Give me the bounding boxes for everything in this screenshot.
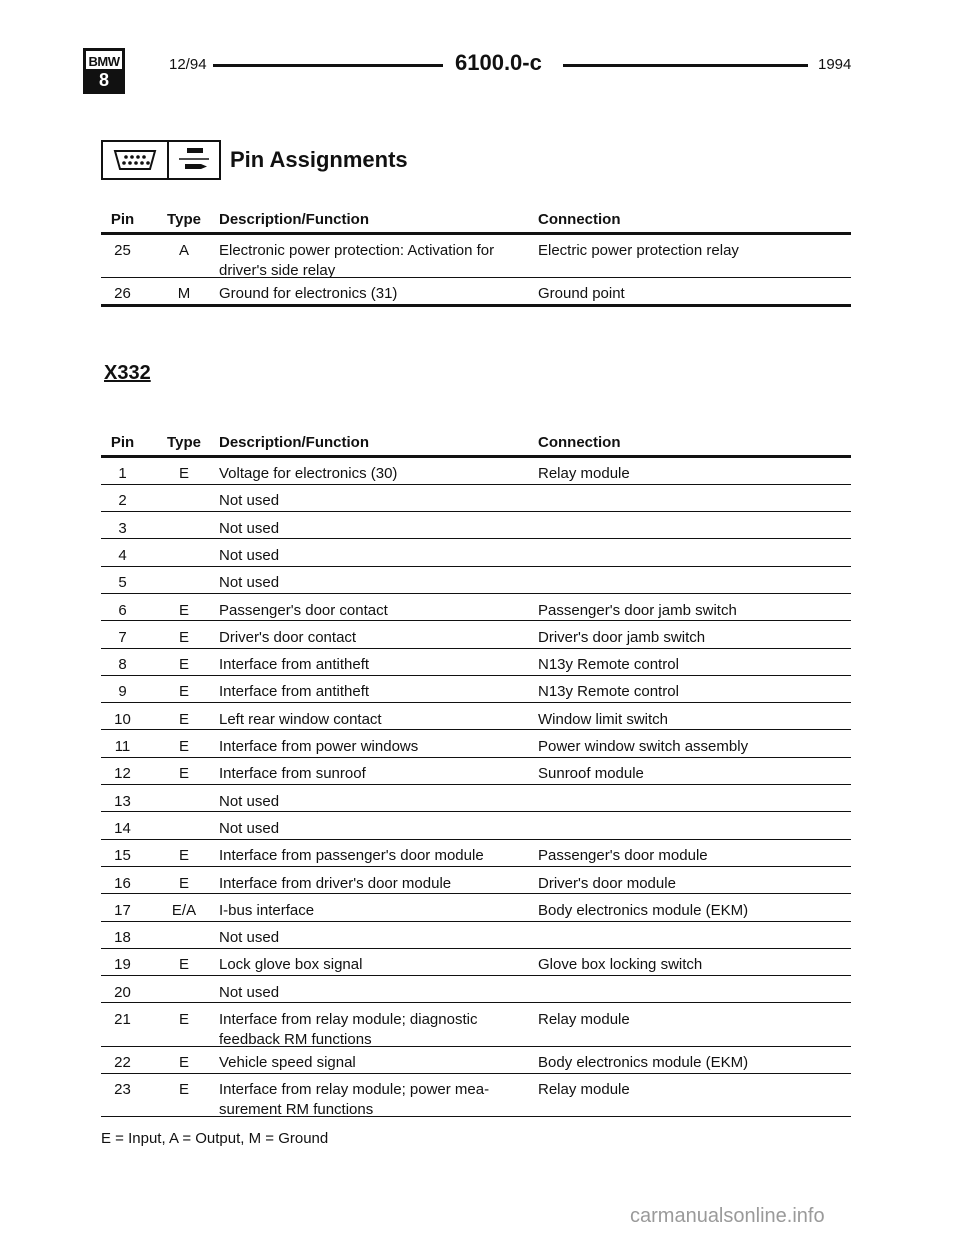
connection-cell: Driver's door jamb switch — [538, 628, 706, 646]
connection-cell: Ground point — [538, 285, 625, 302]
type-cell: E — [178, 1011, 189, 1028]
col-pin-header: Pin — [110, 211, 135, 228]
pin-cell: 17 — [114, 901, 131, 919]
pin-cell: 10 — [114, 710, 131, 728]
page-title: Pin Assignments — [230, 147, 408, 172]
table-row — [101, 567, 851, 594]
pin-cell: 4 — [118, 546, 127, 564]
description-cell: Not used — [219, 819, 280, 837]
pin-cell: 13 — [114, 792, 131, 810]
connection-cell: Driver's door module — [538, 874, 676, 892]
pin-cell: 23 — [114, 1081, 131, 1099]
description-cell: Interface from antitheft — [219, 656, 370, 674]
type-cell: E — [178, 601, 189, 619]
connection-cell: Body electronics module (EKM) — [538, 1054, 749, 1071]
description-cell: Not used — [219, 546, 280, 564]
description-cell: Not used — [219, 792, 280, 810]
connection-cell: Passenger's door module — [538, 847, 708, 865]
connection-cell: Window limit switch — [538, 710, 669, 728]
pin-cell: 18 — [114, 929, 131, 947]
logo-series-text: 8 — [86, 69, 122, 91]
document-code: 6100.0-c — [455, 50, 542, 75]
connection-cell: Electric power protection relay — [538, 242, 739, 259]
pin-cell: 6 — [118, 601, 127, 619]
logo-brand-text: BMW — [88, 53, 120, 69]
type-cell: E — [178, 1054, 189, 1071]
pin-cell: 16 — [114, 874, 131, 892]
table-row — [101, 840, 851, 867]
description-cell: Passenger's door contact — [219, 601, 388, 619]
type-cell: A — [178, 242, 189, 259]
table-row — [101, 540, 851, 567]
description-cell: Vehicle speed signal — [219, 1054, 356, 1071]
description-cell: Lock glove box signal — [219, 956, 363, 974]
connection-cell: Body electronics module (EKM) — [538, 901, 749, 919]
connection-cell: Relay module — [538, 465, 630, 482]
table-row — [101, 731, 851, 758]
type-cell: E — [178, 765, 189, 783]
col-pin-header: Pin — [110, 434, 135, 451]
pin-cell: 9 — [118, 683, 127, 701]
table-row — [101, 458, 851, 485]
pin-cell: 5 — [118, 574, 127, 592]
table-row — [101, 676, 851, 703]
pin-cell: 25 — [114, 242, 131, 259]
connection-cell: Relay module — [538, 1081, 630, 1099]
description-cell: Interface from relay module; diagnostic feedback RM functions — [219, 1011, 478, 1048]
type-cell: E — [178, 847, 189, 865]
type-legend: E = Input, A = Output, M = Ground — [101, 1130, 329, 1147]
table-row — [101, 649, 851, 676]
description-cell: Not used — [219, 929, 280, 947]
type-cell: E — [178, 956, 189, 974]
type-cell: E — [178, 1081, 189, 1099]
col-connection-header: Connection — [538, 211, 621, 228]
type-cell: E — [178, 738, 189, 755]
connection-cell: Power window switch assembly — [538, 738, 749, 755]
description-cell: Ground for electronics (31) — [219, 285, 398, 302]
pin-cell: 22 — [114, 1054, 131, 1071]
description-cell: Interface from driver's door module — [219, 874, 452, 892]
header-rule-left — [213, 64, 443, 67]
type-cell: E — [178, 683, 189, 701]
table1-header — [101, 211, 851, 231]
pin-cell: 20 — [114, 983, 131, 1001]
pin-cell: 2 — [118, 492, 127, 510]
watermark: carmanualsonline.info — [630, 1205, 825, 1227]
table-row — [101, 595, 851, 622]
type-cell: E — [178, 628, 189, 646]
table-row — [101, 278, 851, 307]
page-header — [83, 48, 852, 98]
col-type-header: Type — [167, 434, 201, 451]
description-cell: Not used — [219, 519, 280, 537]
header-year: 1994 — [818, 56, 852, 73]
connection-cell: Sunroof module — [538, 765, 644, 783]
table-row — [101, 485, 851, 512]
description-cell: Voltage for electronics (30) — [219, 465, 398, 482]
section-title-row — [101, 139, 408, 181]
connection-cell: N13y Remote control — [538, 683, 679, 701]
description-cell: Not used — [219, 983, 280, 1001]
table-row — [101, 1074, 851, 1117]
table-row — [101, 1004, 851, 1047]
type-cell: E — [178, 465, 189, 482]
type-cell: M — [177, 285, 191, 302]
pin-cell: 21 — [114, 1011, 131, 1028]
pin-cell: 8 — [118, 656, 127, 674]
col-description-header: Description/Function — [219, 211, 369, 228]
description-cell: I-bus interface — [219, 901, 315, 919]
description-cell: Interface from passenger's door module — [219, 847, 484, 865]
pin-cell: 19 — [114, 956, 131, 974]
pin-cell: 12 — [114, 765, 131, 783]
table-row — [101, 786, 851, 813]
table-row — [101, 868, 851, 895]
connector-label: X332 — [104, 362, 151, 384]
pin-cell: 14 — [114, 819, 131, 837]
description-cell: Interface from relay module; power mea-surement RM functions — [219, 1081, 490, 1119]
description-cell: Interface from sunroof — [219, 765, 366, 783]
connection-cell: Passenger's door jamb switch — [538, 601, 737, 619]
description-cell: Not used — [219, 574, 280, 592]
connector-icon — [103, 142, 169, 178]
pin-cell: 26 — [114, 285, 131, 302]
description-cell: Driver's door contact — [219, 628, 357, 646]
connection-cell: N13y Remote control — [538, 656, 679, 674]
description-cell: Not used — [219, 492, 280, 510]
table-row — [101, 922, 851, 949]
pin-cell: 3 — [118, 519, 127, 537]
table-row — [101, 758, 851, 785]
description-cell: Interface from antitheft — [219, 683, 370, 701]
connection-cell: Relay module — [538, 1011, 630, 1028]
table-row — [101, 235, 851, 278]
description-cell: Left rear window contact — [219, 710, 382, 728]
col-description-header: Description/Function — [219, 434, 369, 451]
header-rule-right — [563, 64, 808, 67]
table-row — [101, 513, 851, 540]
table-row — [101, 704, 851, 731]
type-cell: E — [178, 874, 189, 892]
connection-cell: Glove box locking switch — [538, 956, 703, 974]
table-row — [101, 949, 851, 976]
type-cell: E/A — [171, 901, 197, 919]
table-row — [101, 977, 851, 1004]
pin-cell: 1 — [118, 465, 127, 482]
section-icon-box — [101, 140, 221, 180]
table-row — [101, 895, 851, 922]
pin-direction-icon — [169, 142, 219, 178]
col-type-header: Type — [167, 211, 201, 228]
pin-cell: 15 — [114, 847, 131, 865]
bmw-8-logo — [83, 48, 125, 94]
type-cell: E — [178, 656, 189, 674]
table-row — [101, 1047, 851, 1074]
pin-cell: 11 — [114, 738, 131, 755]
table-row — [101, 622, 851, 649]
header-date: 12/94 — [169, 56, 207, 73]
col-connection-header: Connection — [538, 434, 621, 451]
description-cell: Electronic power protection: Activation for driver's side relay — [219, 242, 495, 279]
table-row — [101, 813, 851, 840]
description-cell: Interface from power windows — [219, 738, 419, 755]
pin-cell: 7 — [118, 628, 127, 646]
type-cell: E — [178, 710, 189, 728]
table2-header — [101, 434, 851, 454]
